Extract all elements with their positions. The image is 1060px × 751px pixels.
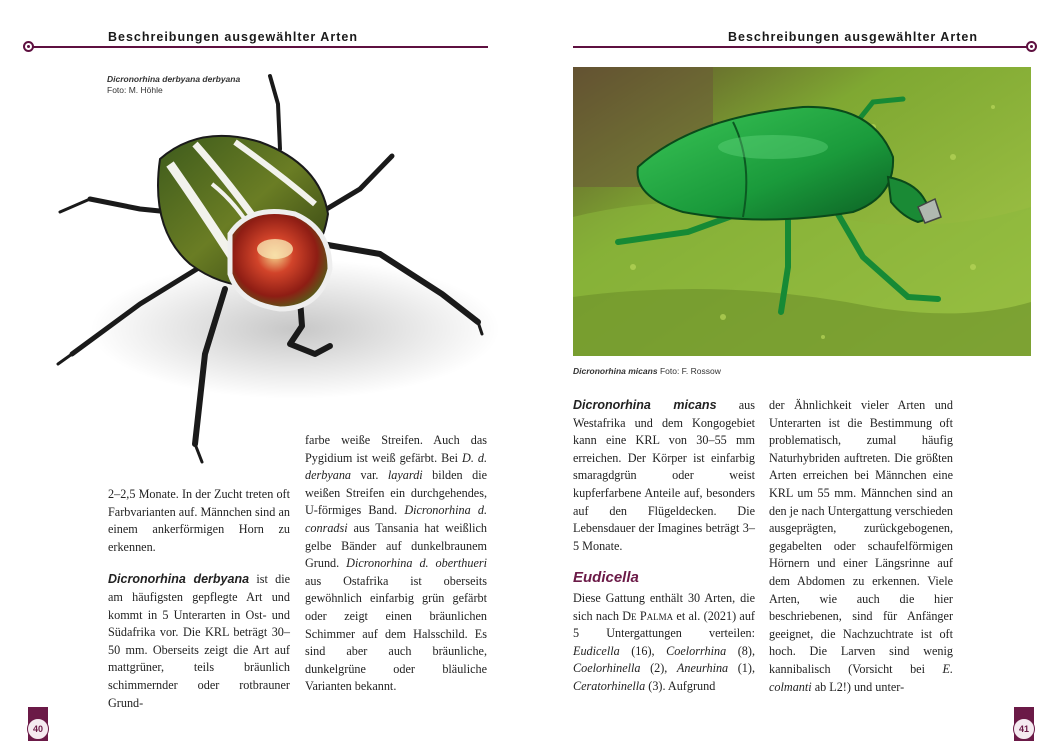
paragraph-variants	[305, 432, 487, 696]
text-run: (16),	[619, 643, 667, 658]
paragraph-text: ist die am häufigsten gepflegte Art und kommt in 5 Unterarten in Ost- und Südafrika vor. Die KRL beträgt 30–50 mm. Oberseits zeigt die Art auf mattgrüner, teils bräunlich schimmernder oder rotbrauner Grund-	[108, 572, 290, 710]
text-run: aus Ostafrika ist oberseits gewöhnlich einfarbig grün gefärbt oder zeigt einen bräunlichen Schimmer auf dem Halsschild. Es sind aber auch bräunliche, dunkelgrüne oder bläuliche Varianten bekannt.	[305, 573, 487, 694]
text-run: (3). Aufgrund	[645, 678, 716, 693]
beetle-illustration	[30, 64, 500, 474]
italic-name: Dicronorhina d. oberthueri	[346, 556, 487, 571]
italic-name: layardi	[387, 468, 423, 483]
italic-name: Coelorrhina	[666, 643, 727, 658]
right-page	[530, 0, 1060, 751]
text-run: (2),	[640, 661, 677, 676]
text-run: der Ähnlichkeit vieler Arten und Unterarten ist die Bestimmung oft problematisch, zumal häufig Naturhybriden auftreten. Die größten Arten erreichen bei Männchen eine KRL um 55 mm. Männchen sind an den je nach Untergattung verschieden ausgeprägten, zurückgebogenen, gegabelten oder schaufelförmigen Hörnern und einer Längsrinne auf dem Abdomen zu erkennen. Viele Arten, wie auch die hier beschriebenen, sind für Anfänger geeignet, die Nachzuchtrate ist oft hoch. Die Larven sind wenig kannibalisch (Vorsicht bei	[769, 398, 953, 676]
italic-name: Dicronorhina d. conradsi	[305, 503, 487, 535]
beetle-photo-micans	[573, 67, 1031, 356]
genus-heading: Eudicella	[573, 569, 639, 587]
left-column-1	[108, 486, 290, 712]
page-number-tab	[28, 707, 48, 741]
beetle-photo-derbyana	[30, 64, 500, 474]
paragraph-eudicella-cont	[769, 397, 953, 696]
italic-name: Aneurhina	[676, 661, 729, 676]
paragraph-text: aus Westafrika und dem Kongogebiet kann eine KRL von 30–55 mm erreichen. Der Körper ist einfarbig smaragdgrün oder weist kupferfarbene Anteile auf, besonders auf den Flügeldecken. Die Lebensdauer der Imagines beträgt 3–5 Monate.	[573, 398, 755, 553]
page-number: 40	[27, 718, 49, 740]
page-number-tab	[1014, 707, 1034, 741]
header-bullet-icon	[1026, 41, 1037, 52]
page-number: 41	[1013, 718, 1035, 740]
header-rule	[33, 46, 488, 48]
text-run: et al. (2021) auf 5 Untergattungen verteilen:	[573, 608, 755, 641]
beetle-on-moss-illustration	[573, 67, 1031, 356]
paragraph-larval-period: 2–2,5 Monate. In der Zucht treten oft Farbvarianten auf. Männchen sind an einem ankerförmigen Horn zu erkennen.	[108, 487, 290, 554]
author-name: De Palma	[622, 608, 674, 623]
caption-credit: Foto: F. Rossow	[659, 366, 721, 376]
text-run: Diese Gattung enthält 30 Arten, die sich nach	[573, 590, 755, 623]
caption-species: Dicronorhina derbyana derbyana	[107, 74, 241, 84]
text-run: (8),	[726, 643, 755, 658]
species-name: Dicronorhina micans	[573, 398, 717, 412]
header-title: Beschreibungen ausgewählter Arten	[108, 30, 358, 44]
italic-name: E. colmanti	[769, 661, 953, 694]
text-run: ab L2!) und unter-	[811, 679, 905, 694]
paragraph-derbyana	[108, 571, 290, 712]
text-run: var.	[351, 468, 388, 483]
paragraph-eudicella	[573, 590, 755, 696]
right-column-2	[769, 397, 953, 696]
text-run: bilden die weißen Streifen ein durchgehendes, U-förmiges Band.	[305, 468, 487, 518]
text-run: farbe weiße Streifen. Auch das Pygidium ist weiß gefärbt. Bei	[305, 433, 487, 465]
italic-name: Coelorhinella	[573, 661, 641, 676]
italic-name: Eudicella	[573, 643, 620, 658]
caption-credit: Foto: M. Höhle	[107, 85, 163, 95]
paragraph-micans	[573, 397, 755, 555]
caption-species: Dicronorhina micans	[573, 366, 658, 376]
species-name: Dicronorhina derbyana	[108, 572, 250, 587]
italic-name: Ceratorhinella	[573, 678, 646, 693]
header-rule	[573, 46, 1028, 48]
photo-caption	[573, 366, 721, 377]
left-column-2	[305, 432, 487, 696]
italic-name: D. d. derbyana	[305, 450, 487, 483]
right-column-1	[573, 397, 755, 696]
text-run: (1),	[728, 661, 755, 676]
header-title: Beschreibungen ausgewählter Arten	[728, 30, 978, 44]
text-run: aus Tansania hat weißlich gelbe Bänder auf dunkelbraunem Grund.	[305, 520, 487, 571]
